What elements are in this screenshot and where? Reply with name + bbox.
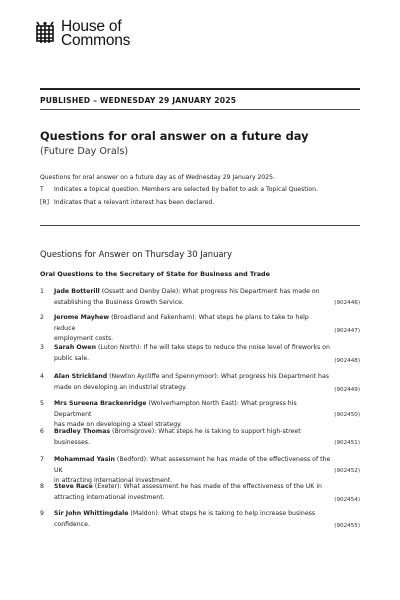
question-text-2: attracting international investment.: [54, 493, 165, 501]
question-reference: (902451): [334, 440, 360, 446]
question-constituency: (Ossett and Denby Dale): [101, 288, 179, 295]
header-rule-top: [40, 88, 360, 90]
question-mp: Bradley Thomas: [54, 428, 111, 435]
legend-text: Indicates that a relevant interest has been declared.: [54, 199, 215, 206]
department-heading: Oral Questions to the Secretary of State for Business and Trade: [40, 270, 270, 278]
legend-text: Indicates a topical question. Members are selected by ballot to ask a Topical Question.: [54, 186, 318, 193]
question-number: 7: [40, 456, 44, 463]
question-number: 8: [40, 483, 44, 490]
question-constituency: (Bromsgrove): [112, 428, 155, 435]
legend-symbol: T: [40, 186, 44, 193]
logo-line-1: House of: [61, 18, 122, 35]
question-reference: (902449): [334, 387, 360, 393]
question-mp: Sarah Owen: [54, 344, 96, 351]
question-constituency: (Maldon): [130, 510, 158, 517]
question-text-2: made on developing an industrial strategy.: [54, 383, 187, 391]
question-text-1: What progress his Department has: [220, 373, 329, 380]
question-mp: Mrs Sureena Brackenridge: [54, 400, 147, 407]
question-text-1: If he will take steps to reduce the noise level of fireworks on: [143, 344, 330, 351]
question-text-1: What progress his Department has made on: [182, 288, 320, 295]
question-constituency: (Exeter): [94, 483, 120, 490]
question-constituency: (Wolverhampton North East): [148, 400, 237, 407]
question-text-2: in attracting international investment.: [54, 477, 173, 485]
question-text-1: What assessment he has made of the effectiveness of the UK in: [123, 483, 322, 490]
section-title: Questions for Answer on Thursday 30 January: [40, 249, 232, 259]
question-number: 5: [40, 400, 44, 407]
document-title: Questions for oral answer on a future day: [40, 129, 309, 143]
question-reference: (902455): [334, 523, 360, 529]
question-mp: Mohammad Yasin: [54, 456, 115, 463]
question-number: 3: [40, 344, 44, 351]
question-mp: Jerome Mayhew: [54, 314, 110, 321]
question-mp: Alan Strickland: [54, 373, 108, 380]
question-text-1: What assessment he has made of the effectiveness of the UK: [54, 456, 331, 474]
legend-topical: [40, 186, 318, 193]
question-constituency: (Broadland and Fakenham): [111, 314, 195, 321]
question-reference: (902450): [334, 412, 360, 418]
question-number: 2: [40, 314, 44, 321]
question-mp: Sir John Whittingdale: [54, 510, 129, 517]
question-mp: Jade Botterill: [54, 288, 100, 295]
question-reference: (902447): [334, 328, 360, 334]
section-rule: [40, 225, 360, 226]
question-number: 6: [40, 428, 44, 435]
question-number: 1: [40, 288, 44, 295]
document-subtitle: (Future Day Orals): [40, 146, 129, 157]
question-text-1: What steps he is taking to help increase business: [161, 510, 316, 517]
question-text-2: public sale.: [54, 354, 90, 362]
question-text-1: What steps he plans to take to help reduce: [54, 314, 309, 332]
logo-line-2: Commons: [61, 32, 131, 49]
question-reference: (902446): [334, 300, 360, 306]
question-constituency: (Bedford): [116, 456, 147, 463]
question-text-2: establishing the Business Growth Service.: [54, 298, 184, 306]
question-constituency: (Luton North): [97, 344, 140, 351]
legend-interest: [40, 199, 214, 206]
question-number: 4: [40, 373, 44, 380]
intro-text: Questions for oral answer on a future day as of Wednesday 29 January 2025.: [40, 174, 275, 181]
question-constituency: (Newton Aycliffe and Spennymoor): [109, 373, 217, 380]
question-reference: (902448): [334, 358, 360, 364]
published-date: PUBLISHED – WEDNESDAY 29 JANUARY 2025: [40, 96, 237, 105]
question-text-1: What steps he is taking to support high-street businesses.: [54, 428, 301, 446]
question-mp: Steve Race: [54, 483, 93, 490]
question-text-2: has made on developing a steel strategy.: [54, 421, 182, 429]
question-text-2: confidence.: [54, 520, 90, 528]
question-text-1: What progress his Department: [54, 400, 297, 418]
question-text-2: employment costs.: [54, 335, 114, 343]
legend-symbol: [R]: [40, 199, 49, 206]
question-reference: (902452): [334, 468, 360, 474]
house-of-commons-logo: [34, 20, 130, 48]
question-number: 9: [40, 510, 44, 517]
header-rule-bottom: [40, 109, 360, 110]
question-reference: (902454): [334, 497, 360, 503]
portcullis-icon: [34, 20, 56, 46]
